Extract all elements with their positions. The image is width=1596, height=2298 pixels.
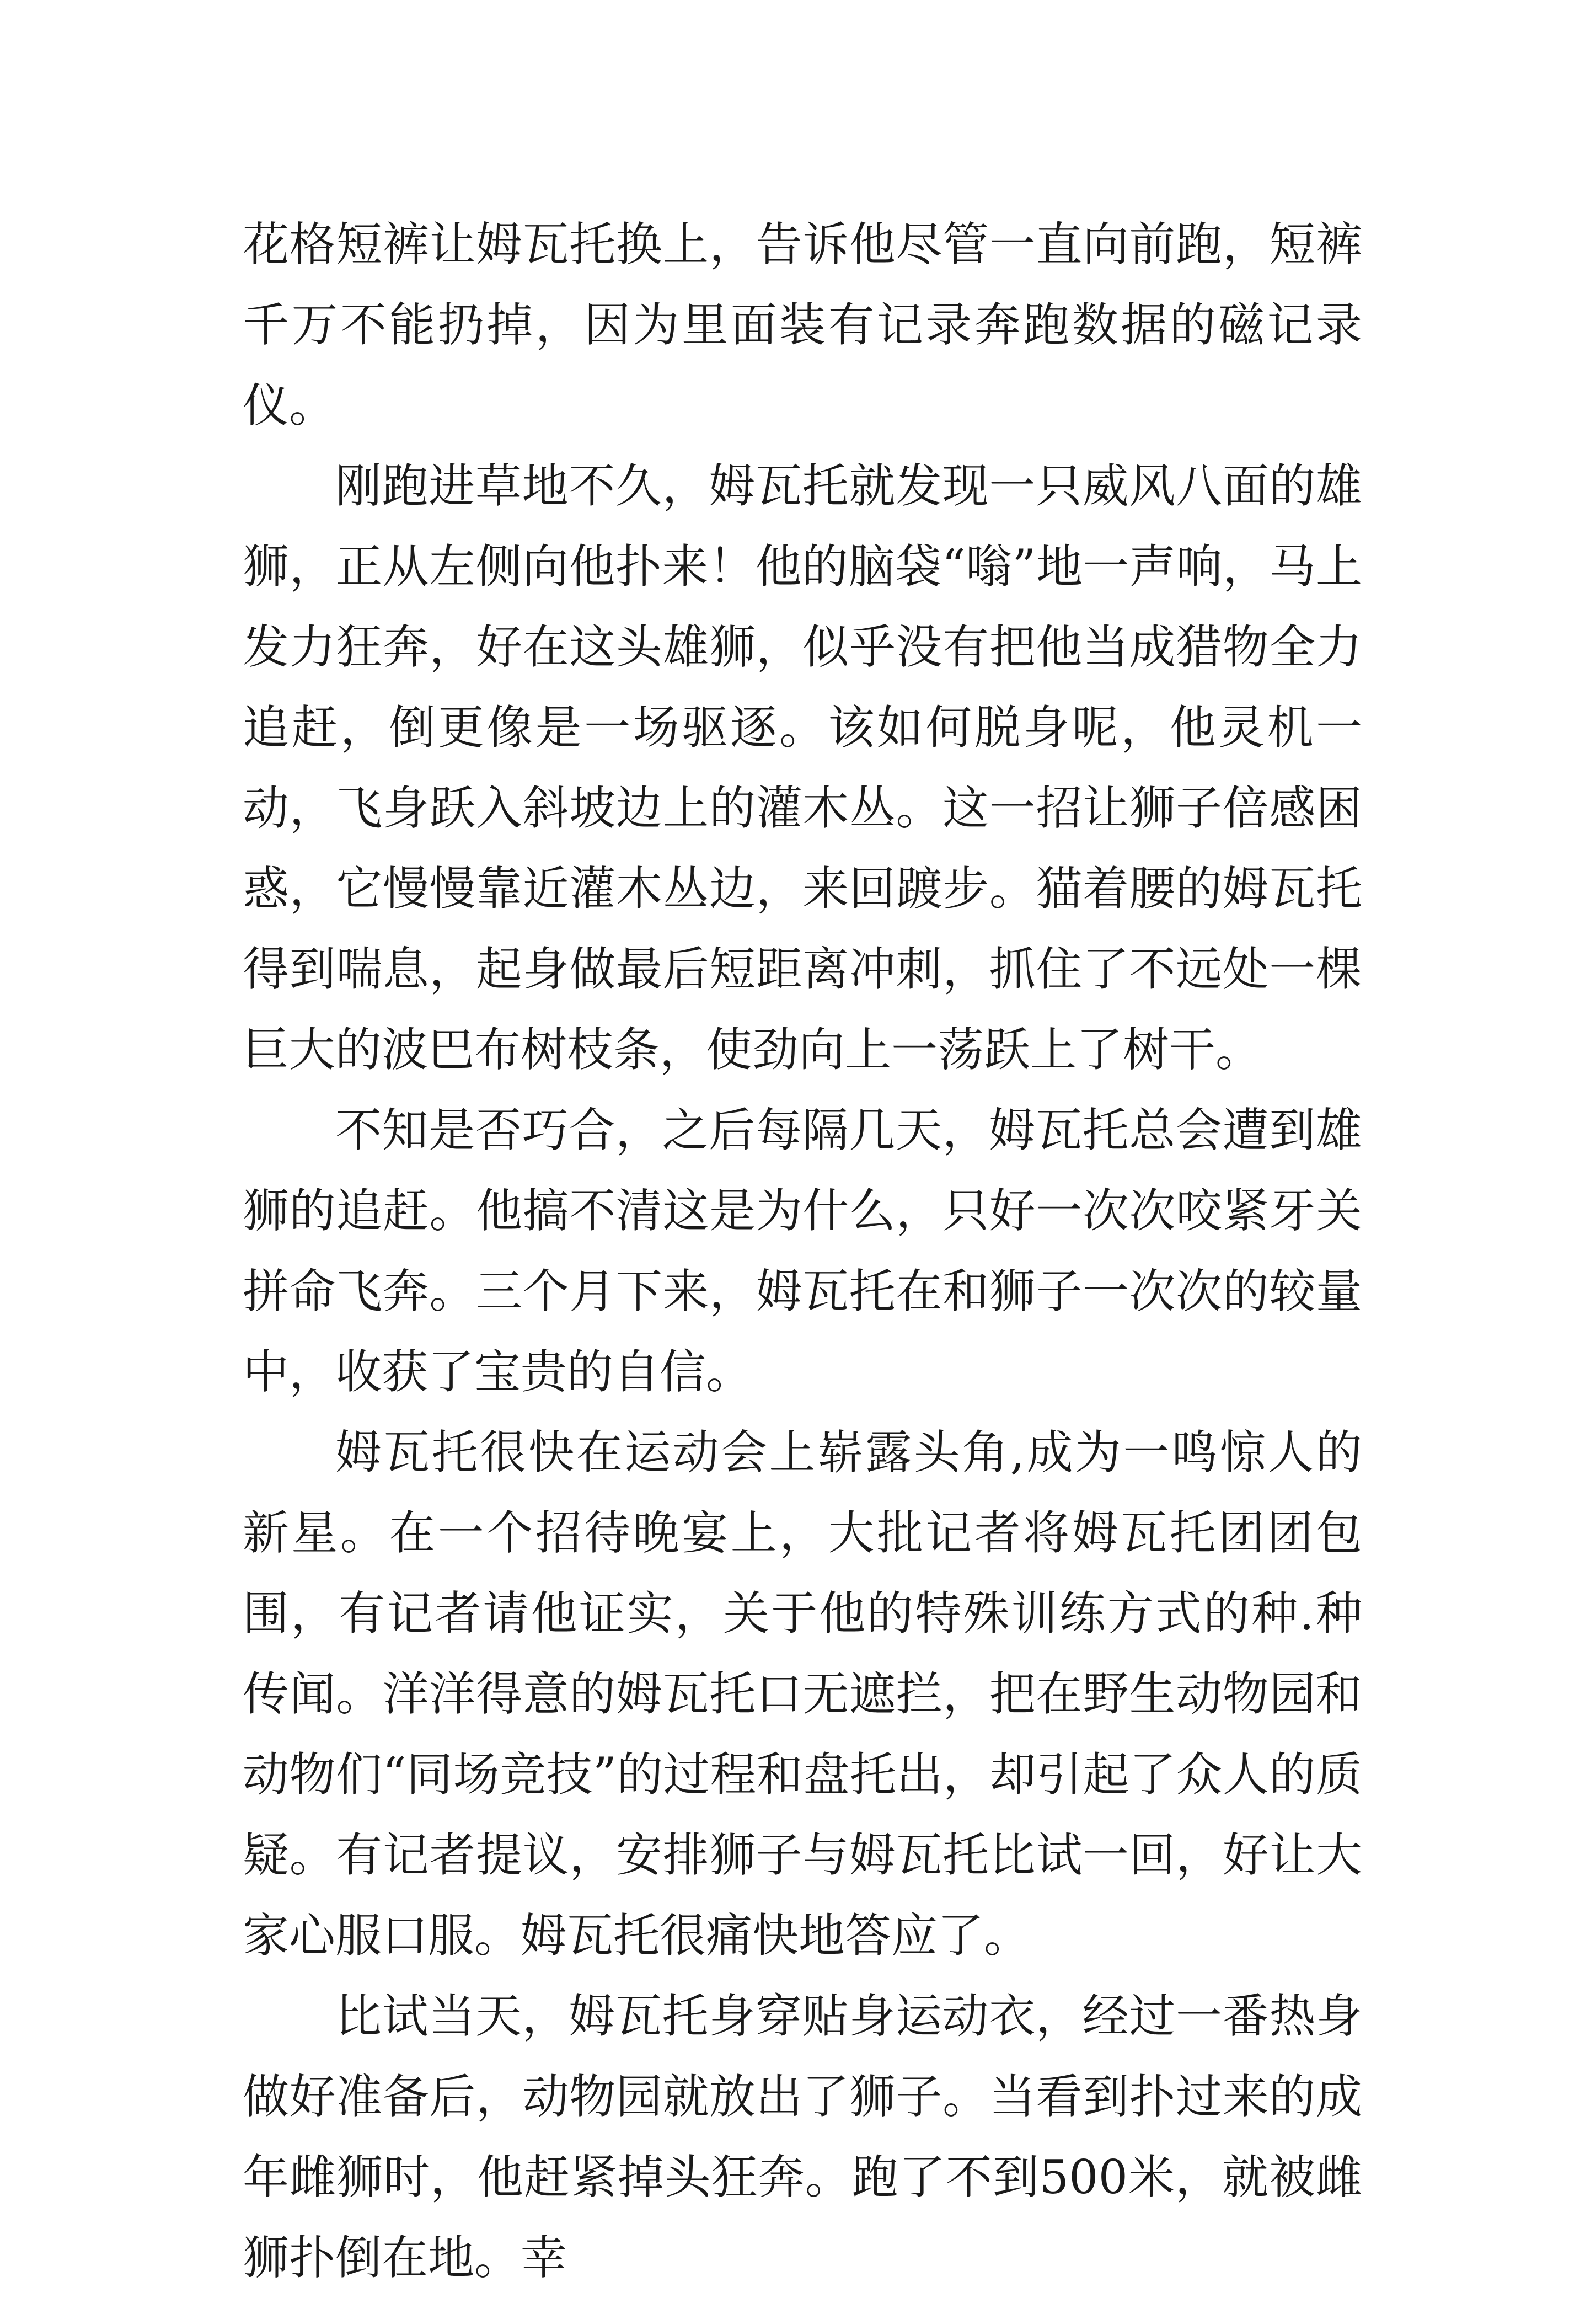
paragraph-repeated-chases: 不知是否巧合，之后每隔几天，姆瓦托总会遭到雄狮的追赶。他搞不清这是为什么，只好一次次咬紧牙关拼命飞奔。三个月下来，姆瓦托在和狮子一次次的较量中，收获了宝贵的自信。	[243, 1103, 1362, 1399]
paragraph-lion-chase: 刚跑进草地不久，姆瓦托就发现一只威风八面的雄狮，正从左侧向他扑来！他的脑袋“嗡”地一声响，马上发力狂奔，好在这头雄狮，似乎没有把他当成猎物全力追赶，倒更像是一场驱逐。该如何脱身呢，他灵机一动，飞身跃入斜坡边上的灌木丛。这一招让狮子倍感困惑，它慢慢靠近灌木丛边，来回踱步。猫着腰的姆瓦托得到喘息，起身做最后短距离冲刺，抓住了不远处一棵巨大的波巴布树枝条，使劲向上一荡跃上了树干。	[243, 459, 1362, 1077]
article-body	[243, 204, 1362, 2298]
paragraph-contest-day: 比试当天，姆瓦托身穿贴身运动衣，经过一番热身做好准备后，动物园就放出了狮子。当看到扑过来的成年雌狮时，他赶紧掉头狂奔。跑了不到500米，就被雌狮扑倒在地。幸	[243, 1989, 1362, 2285]
paragraph-continuation: 花格短裤让姆瓦托换上，告诉他尽管一直向前跑，短裤千万不能扔掉，因为里面装有记录奔跑数据的磁记录仪。	[243, 217, 1362, 432]
paragraph-press-banquet: 姆瓦托很快在运动会上崭露头角,成为一鸣惊人的新星。在一个招待晚宴上，大批记者将姆瓦托团团包围，有记者请他证实，关于他的特殊训练方式的种.种传闻。洋洋得意的姆瓦托口无遮拦，把在野生动物园和动物们“同场竞技”的过程和盘托出，却引起了众人的质疑。有记者提议，安排狮子与姆瓦托比试一回，好让大家心服口服。姆瓦托很痛快地答应了。	[243, 1425, 1362, 1963]
